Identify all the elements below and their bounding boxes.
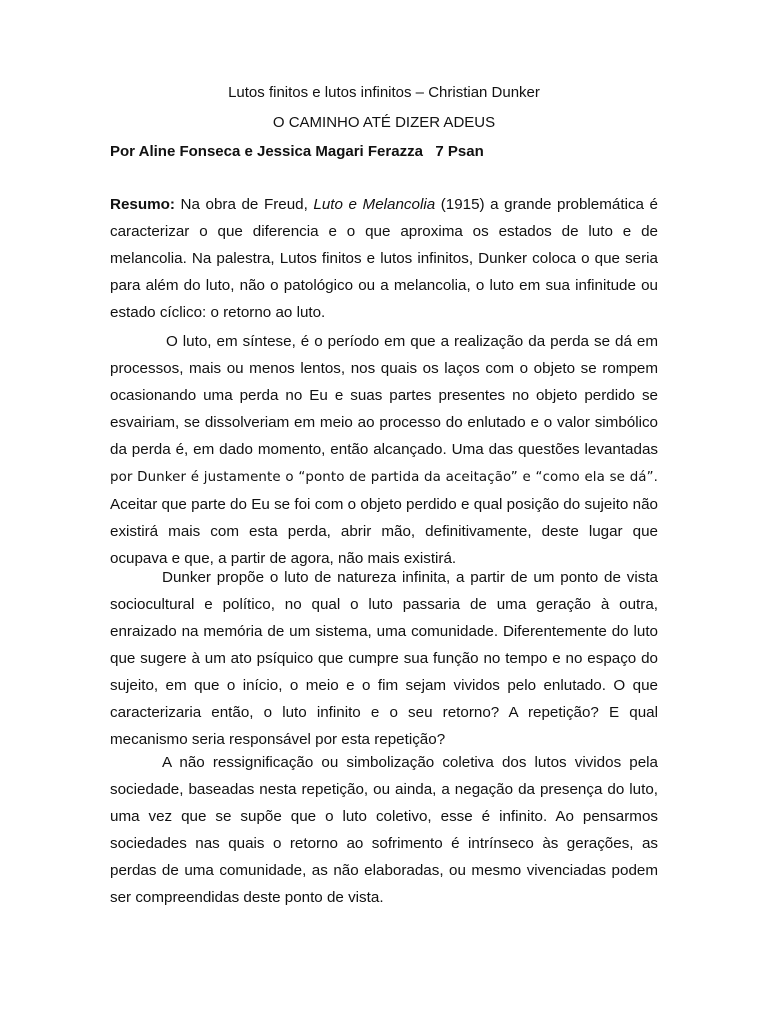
abstract-work-title: Luto e Melancolia bbox=[313, 196, 436, 213]
body-paragraph-3: A não ressignificação ou simbolização coletiva dos lutos vividos pela sociedade, baseadas nesta repetição, ou ainda, a negação da presença do luto, uma vez que se supõe que o luto coletivo, esse é infinito. Ao pensarmos sociedades nas quais o retorno ao sofrimento é intrínseco às gerações, as perdas de uma comunidade, as não elaboradas, ou mesmo vivenciadas podem ser compreendidas deste ponto de vista. bbox=[110, 754, 658, 906]
abstract-text-end: (1915) a grande problemática é caracterizar o que diferencia e o que aproxima os estados de luto e de melancolia. Na palestra, Lutos finitos e lutos infinitos, Dunker coloca o que seria para além do luto, não o patológico ou a melancolia, o luto em sua infinitude ou estado cíclico: o retorno ao luto. bbox=[110, 196, 658, 321]
abstract-paragraph bbox=[110, 191, 658, 326]
paragraph-1-text-start: O luto, em síntese, é o período em que a realização da perda se dá em processos, mais ou menos lentos, nos quais os laços com o objeto se rompem ocasionando uma perda no Eu e suas partes presentes no objeto perdido se esvairiam, se dissolveriam em meio ao processo do enlutado e o valor simbólico da perda é, em dado momento, então alcançado. Uma das questões levantadas bbox=[110, 333, 658, 458]
abstract-label: Resumo: bbox=[110, 196, 175, 213]
paragraph-1-quote: por Dunker é justamente o “ponto de partida da aceitação” e “como ela se dá”. bbox=[110, 470, 658, 485]
paragraph-1-text-end: Aceitar que parte do Eu se foi com o objeto perdido e qual posição do sujeito não existirá mais com esta perda, abrir mão, definitivamente, deste lugar que ocupava e que, a partir de agora, não mais existirá. bbox=[110, 496, 658, 567]
authors-line: Por Aline Fonseca e Jessica Magari Ferazza 7 Psan bbox=[110, 143, 484, 160]
document-title: O CAMINHO ATÉ DIZER ADEUS bbox=[272, 114, 496, 131]
body-paragraph-2: Dunker propõe o luto de natureza infinita, a partir de um ponto de vista sociocultural e político, no qual o luto passaria de uma geração à outra, enraizado na memória de um sistema, uma comunidade. Diferentemente do luto que sugere à um ato psíquico que cumpre sua função no tempo e no espaço do sujeito, em que o início, o meio e o fim sejam vividos pelo enlutado. O que caracterizaria então, o luto infinito e o seu retorno? A repetição? E qual mecanismo seria responsável por esta repetição? bbox=[110, 569, 658, 748]
document-subtitle: Lutos finitos e lutos infinitos – Christian Dunker bbox=[228, 84, 540, 101]
abstract-text-start: Na obra de Freud, bbox=[174, 196, 314, 213]
body-paragraph-1 bbox=[110, 328, 658, 572]
